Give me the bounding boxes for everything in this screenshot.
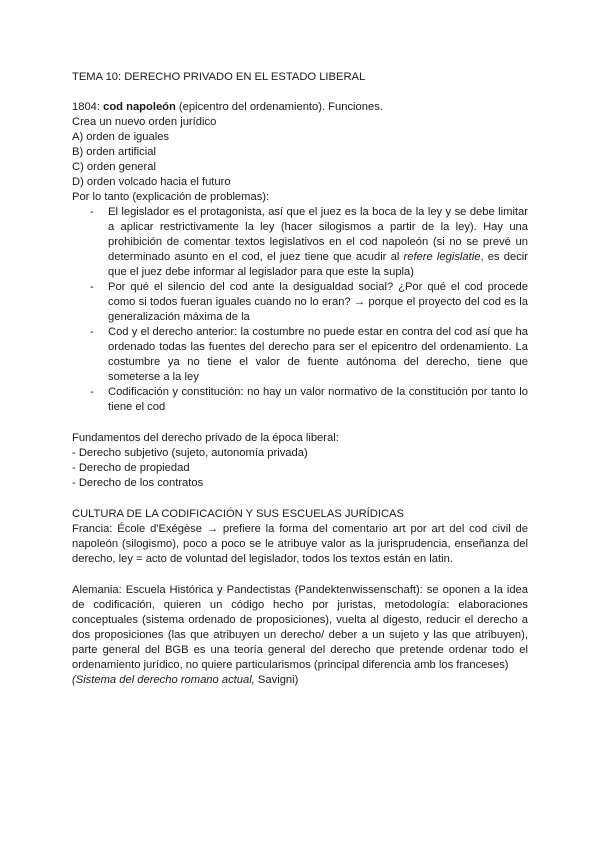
order-item-b: B) orden artificial xyxy=(72,146,156,158)
cultura-heading: CULTURA DE LA CODIFICACIÓN Y SUS ESCUELAS JURÍDICAS xyxy=(72,508,404,520)
refere-legislatie: refere legislatie xyxy=(403,251,481,263)
bullet-mark: - xyxy=(90,386,94,398)
bullet-mark: - xyxy=(90,281,94,293)
code-name: cod napoleón xyxy=(103,101,176,113)
problem-item-constitution: - Codificación y constitución: no hay un valor normativo de la constitución por tanto lo tiene el cod xyxy=(90,386,528,413)
bullet-mark: - xyxy=(90,206,94,218)
fundamentos-item: - Derecho de propiedad xyxy=(72,462,190,474)
order-item-d: D) orden volcado hacia el futuro xyxy=(72,176,231,188)
spacer xyxy=(72,415,528,431)
spacer xyxy=(72,491,528,507)
page-title: TEMA 10: DERECHO PRIVADO EN EL ESTADO LIBERAL xyxy=(72,71,366,83)
intro-year: 1804: xyxy=(72,101,100,113)
fundamentos-item: - Derecho subjetivo (sujeto, autonomía privada) xyxy=(72,447,308,459)
francia-paragraph: Francia: École d'Exégèse → prefiere la forma del comentario art por art del cod civil de napoleón (silogismo), poco a poco se le atribuye valor as la jurisprudencia, enseñanza del derecho, ley = acto de voluntad del legislador, todos los textos están en latin. xyxy=(72,523,528,565)
intro-line xyxy=(72,100,528,115)
bullet-mark: - xyxy=(90,326,94,338)
citation-line xyxy=(72,673,528,688)
problem-item-judge: - El legislador es el protagonista, así que el juez es la boca de la ley y se debe limitar a aplicar restrictivamente la ley (hacer silogismos a partir de la ley). Hay una prohibición de comentar textos legislativos en el cod napoleón (si no se prevé un determinado asunto en el cod, el juez tiene que acudir al refere legislatie, es decir que el juez debe informar al legislador para que este la supla) xyxy=(90,206,529,278)
document-page xyxy=(72,70,528,688)
alemania-paragraph: Alemania: Escuela Histórica y Pandectistas (Pandektenwissenschaft): se oponen a la idea de codificación, quieren un código hecho por juristas, metodología: elaboraciones conceptuales (sistema ordenado de proposiciones), vuelta al digesto, reducir el derecho a dos proposiciones (las que atribuyen un derecho/ deber a un sujeto y las que atribuyen), parte general del BGB es una teoría general del derecho que pretende ordenar todo el ordenamiento jurídico, no quiere particularismos (principal diferencia amb los franceses) xyxy=(72,584,528,671)
citation-title: (Sistema del derecho romano actual, xyxy=(72,674,255,686)
therefore-line: Por lo tanto (explicación de problemas): xyxy=(72,191,270,203)
fundamentos-item: - Derecho de los contratos xyxy=(72,477,204,489)
new-order-line: Crea un nuevo orden jurídico xyxy=(72,116,217,128)
order-item-c: C) orden general xyxy=(72,161,156,173)
problems-list xyxy=(72,205,528,415)
problem-item-custom: - Cod y el derecho anterior: la costumbre no puede estar en contra del cod así que ha ordenado todas las fuentes del derecho para ser el epicentro del ordenamiento. La costumbre ya no tiene el valor de fuente autónoma del derecho, tiene que someterse a la ley xyxy=(90,326,528,383)
fundamentos-heading: Fundamentos del derecho privado de la época liberal: xyxy=(72,432,339,444)
intro-rest: (epicentro del ordenamiento). Funciones. xyxy=(175,101,383,113)
order-item-a: A) orden de iguales xyxy=(72,131,170,143)
citation-author: Savigni) xyxy=(254,674,299,686)
spacer xyxy=(72,567,528,583)
problem-item-silence: - Por qué el silencio del cod ante la desigualdad social? ¿Por qué el cod procede como si todos fueran iguales cuando no lo eran? → porque el proyecto del cod es la generalización máxima de la xyxy=(90,281,528,323)
